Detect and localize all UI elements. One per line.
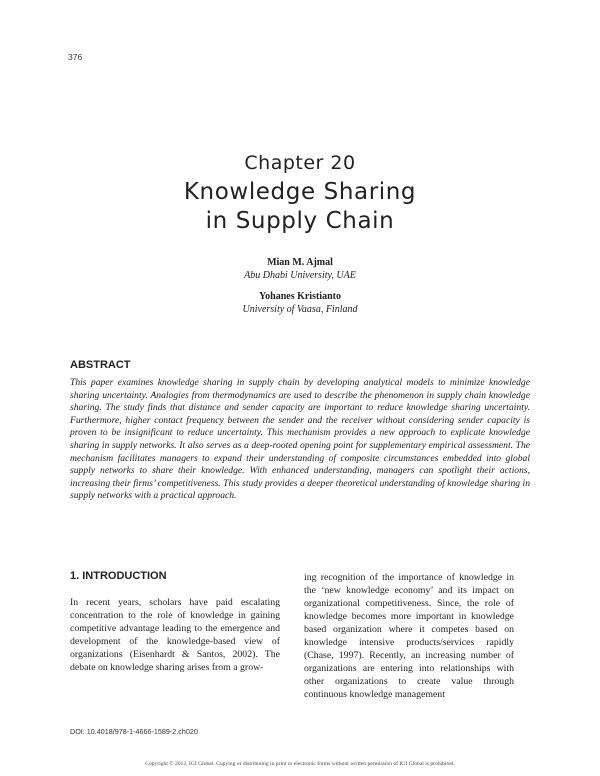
chapter-title [0, 178, 600, 236]
copyright-notice: Copyright © 2012, IGI Global. Copying or distributing in print or electronic forms without written permission of IGI Global is prohibited. [145, 761, 455, 767]
abstract-text: This paper examines knowledge sharing in supply chain by developing analytical models to minimize knowledge sharing uncertainty. Analogies from thermodynamics are used to describe the phenomenon in supply chain knowledge sharing. The study finds that distance and sender capacity are important to reduce knowledge sharing uncertainty. Furthermore, higher contact frequency between the sender and the receiver without considering sender capacity is proven to be insignificant to reduce uncertainty. This mechanism provides a new approach to explicate knowledge sharing in supply networks. It also serves as a deep-rooted opening point for supplementary empirical assessment. The mechanism facilitates managers to expand their understanding of composite circumstances embedded into global supply networks to share their knowledge. With enhanced understanding, managers can spotlight their actions, increasing their firms’ competitiveness. This study provides a deeper theoretical understanding of knowledge sharing in supply networks with a practical approach. [70, 377, 530, 502]
doi: DOI: 10.4018/978-1-4666-1589-2.ch020 [70, 727, 198, 736]
page-number: 376 [68, 52, 83, 62]
author-name-1: Mian M. Ajmal [267, 257, 333, 268]
chapter-title-line-2: in Supply Chain [205, 208, 395, 234]
author-affiliation-2: University of Vaasa, Finland [242, 304, 358, 315]
chapter-title-line-1: Knowledge Sharing [183, 179, 417, 205]
introduction-right-column: ing recognition of the importance of knowledge in the ‘new knowledge economy’ and its impact on organizational competitiveness. Since, the role of knowledge becomes more important in knowledge based organization where it competes based on knowledge intensive products/services rapidly (Chase, 1997). Recently, an increasing number of organizations are entering into relationships with other organizations to create value through continuous knowledge management [304, 572, 514, 700]
introduction-heading: 1. INTRODUCTION [70, 570, 167, 582]
abstract-heading: ABSTRACT [70, 359, 131, 371]
author-affiliation-1: Abu Dhabi University, UAE [244, 270, 356, 281]
introduction-left-column: In recent years, scholars have paid escalating concentration to the role of knowledge in gaining competitive advantage leading to the emergence and development of the knowledge-based view of organizations (Eisenhardt & Santos, 2002). The debate on knowledge sharing arises from a grow- [70, 597, 280, 673]
author-name-2: Yohanes Kristianto [259, 291, 341, 302]
chapter-label: Chapter 20 [244, 152, 356, 174]
